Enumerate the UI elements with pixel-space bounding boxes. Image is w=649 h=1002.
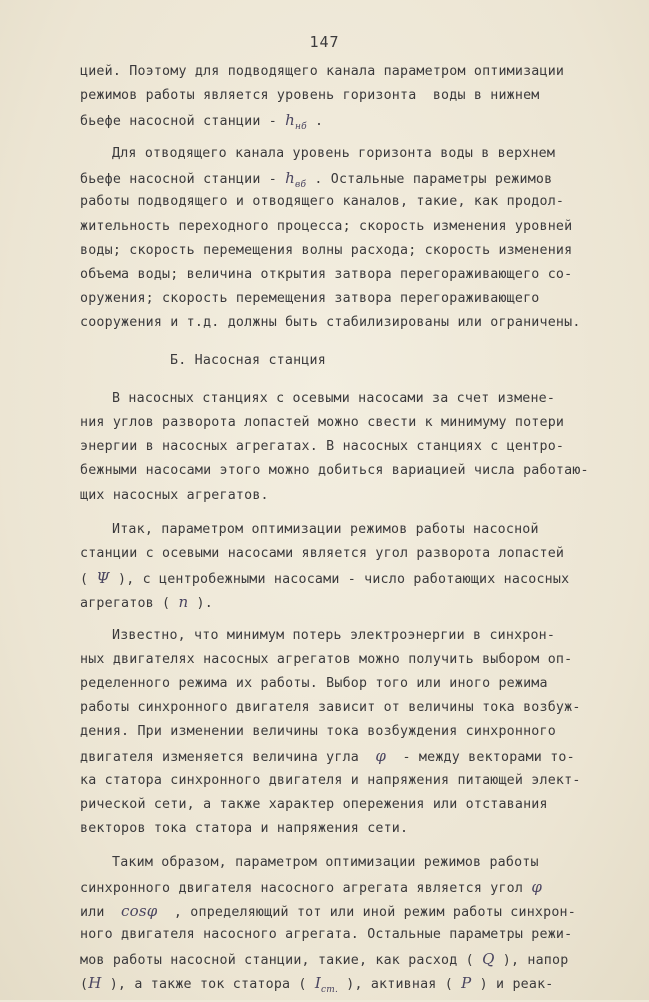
- text-line: режимов работы является уровень горизонта воды в нижнем: [80, 88, 540, 104]
- text-line: [80, 744, 580, 768]
- text-segment: .: [306, 114, 324, 130]
- text-line: станции с осевыми насосами является угол разворота лопастей: [80, 545, 565, 561]
- text-segment: ), активная (: [338, 977, 462, 993]
- text-segment: (: [80, 977, 89, 993]
- page-number: 147: [309, 33, 340, 51]
- text-segment: мов работы насосной станции, такие, как расход (: [80, 953, 483, 969]
- text-line: ния углов разворота лопастей можно свести к минимуму потери: [80, 415, 565, 431]
- symbol-i-stator: [314, 974, 339, 996]
- text-line: [80, 108, 580, 132]
- text-line: воды; скорость перемещения волны расхода; скорость изменения: [80, 242, 573, 258]
- text-line: В насосных станциях с осевыми насосами за счет измене-: [112, 391, 556, 407]
- text-line: дения. При изменении величины тока возбуждения синхронного: [80, 724, 556, 740]
- symbol-q: Q: [482, 950, 495, 969]
- text-segment: бьефе насосной станции -: [80, 172, 286, 188]
- symbol-phi: φ: [531, 877, 543, 896]
- text-line: бежными насосами этого можно добиться вариацией числа работаю-: [80, 463, 589, 479]
- text-segment: двигателя изменяется величина угла: [80, 750, 376, 766]
- text-line: жительность переходного процесса; скорость изменения уровней: [80, 218, 573, 234]
- text-line: ка статора синхронного двигателя и напряжения питающей элект-: [80, 772, 581, 788]
- symbol-h-nb: [285, 111, 307, 133]
- text-segment: синхронного двигателя насосного агрегата является угол: [80, 880, 532, 896]
- text-segment: (: [80, 571, 97, 587]
- text-line: [80, 166, 580, 190]
- text-line: работы синхронного двигателя зависит от величины тока возбуж-: [80, 700, 581, 716]
- text-line: ределенного режима их работы. Выбор того или иного режима: [80, 676, 548, 692]
- text-line: [80, 971, 580, 995]
- text-line: Для отводящего канала уровень горизонта воды в верхнем: [112, 146, 556, 162]
- text-line: Известно, что минимум потерь электроэнергии в синхрон-: [112, 627, 556, 643]
- text-segment: ), а также ток статора (: [101, 977, 315, 993]
- text-segment: - между векторами то-: [386, 750, 575, 766]
- symbol-h-vb: [285, 169, 307, 191]
- symbol-subscript: вб: [295, 180, 307, 191]
- text-line: цией. Поэтому для подводящего канала параметром оптимизации: [80, 64, 565, 79]
- body-text: [80, 60, 589, 996]
- text-segment: ), с центробежными насосами - число работающих насосных: [109, 571, 570, 587]
- text-line: щих насосных агрегатов.: [80, 487, 269, 503]
- text-segment: бьефе насосной станции -: [80, 114, 286, 130]
- symbol-phi: φ: [375, 747, 387, 766]
- text-line: сооружения и т.д. должны быть стабилизированы или ограничены.: [80, 314, 581, 330]
- text-line: [80, 566, 580, 590]
- section-heading: Б. Насосная станция: [170, 353, 326, 369]
- symbol-i: I: [314, 974, 321, 993]
- text-line: ного двигателя насосного агрегата. Остальные параметры режи-: [80, 927, 573, 943]
- text-line: [80, 875, 580, 899]
- text-line: [80, 590, 580, 614]
- text-line: оружения; скорость перемещения затвора перегораживающего: [80, 290, 540, 306]
- symbol-subscript: ст.: [320, 985, 339, 996]
- text-segment: ).: [188, 595, 213, 611]
- text-line: работы подводящего и отводящего каналов, такие, как продол-: [80, 194, 565, 210]
- symbol-cos-phi: cosφ: [121, 902, 158, 920]
- text-line: энергии в насосных агрегатах. В насосных станциях с центро-: [80, 439, 565, 455]
- symbol-psi: Ψ: [96, 568, 110, 587]
- text-segment: ) и реак-: [471, 977, 554, 993]
- symbol-h: h: [285, 111, 296, 130]
- text-line: Таким образом, параметром оптимизации режимов работы: [112, 854, 539, 870]
- text-line: [80, 899, 580, 923]
- text-segment: , определяющий тот или иной режим работы синхрон-: [157, 905, 576, 920]
- text-line: Итак, параметром оптимизации режимов работы насосной: [112, 521, 539, 537]
- symbol-h: h: [285, 169, 296, 188]
- text-segment: . Остальные параметры режимов: [306, 172, 553, 188]
- symbol-h-head: H: [88, 974, 102, 993]
- text-segment: или: [80, 905, 122, 920]
- text-segment: агрегатов (: [80, 595, 179, 611]
- text-line: [80, 947, 580, 971]
- symbol-subscript: нб: [295, 122, 307, 133]
- symbol-n: n: [178, 592, 189, 611]
- text-line: векторов тока статора и напряжения сети.: [80, 820, 409, 836]
- symbol-p: P: [461, 974, 472, 993]
- text-line: рической сети, а также характер опережения или отставания: [80, 796, 548, 812]
- text-segment: ), напор: [494, 953, 569, 969]
- text-line: объема воды; величина открытия затвора перегораживающего со-: [80, 266, 573, 282]
- text-line: ных двигателях насосных агрегатов можно получить выбором оп-: [80, 652, 573, 668]
